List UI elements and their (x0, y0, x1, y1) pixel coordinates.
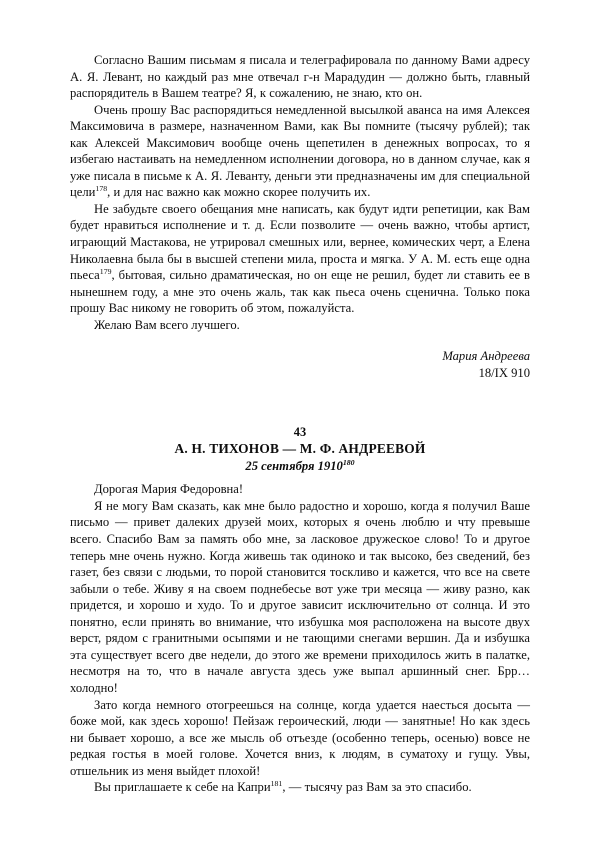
footnote-ref-180[interactable]: 180 (342, 458, 355, 468)
letter-one-closing: Желаю Вам всего лучшего. (94, 317, 240, 332)
letter-two-paragraph-2: Зато когда немного отогреешься на солнце, когда удается наесться досыта — боже мой, как здесь хорошо! Пейзаж героический, люди — занятные! Но как здесь ни бывает хорошо, а все же мысль об отъезде (особенно теперь, осенью) вовсе не редкая гостья в моей голове. Хочется вниз, к людям, в суматоху и гущу. Увы, отшельник из меня выйдет плохой! (70, 697, 530, 778)
letter-one-signature-block (70, 348, 530, 381)
paragraph-2-tail: , и для нас важно как можно скорее получить их. (107, 185, 371, 200)
paragraph-3-text: Не забудьте своего обещания мне написать, как будут идти репетиции, как Вам будет нравиться исполнение и т. д. Если позволите — очень важно, чтобы артист, играющий Мастакова, не утрировал смешных или, вернее, комических черт, а Елена Николаевна была бы в высшей степени мила, проста и мягка. У А. М. есть еще одна пьеса (70, 201, 530, 283)
page-content (70, 52, 530, 796)
signature-name: Мария Андреева (442, 349, 530, 364)
letter-two-heading (70, 425, 530, 475)
letter-two-paragraph-3-text: Вы приглашаете к себе на Капри (94, 780, 271, 795)
letter-two-paragraph-1: Я не могу Вам сказать, как мне было радостно и хорошо, когда я получил Ваше письмо — привет далеких друзей моих, которых я очень люблю и чту превыше всего. Спасибо Вам за память обо мне, за ласковое дружеское слово! То и другое теперь мне очень нужно. Когда живешь так одиноко и так высоко, без сведений, без газет, без связи с людьми, то порой становится тоскливо и кажется, что все на свете забыли о тебе. Живу я на своем поднебесье вот уже три месяца — живу разно, как придется, и хорошо и худо. То и другое зависит исключительно от солнца. И это понятно, если принять во внимание, что избушка моя расположена на высоте двух верст, рядом с гранитными осыпями и не тающими снегами вершин. Да и избушка эта существует всего две недели, до этого же времени приходилось жить в палатке, несмотря на то, что в начале августа здесь уже выпал аршинный снег. Брр… холодно! (70, 498, 530, 695)
letter-one-paragraph-2 (70, 102, 530, 201)
letter-two-paragraph-3 (70, 779, 530, 796)
letter-date-text: 25 сентября 1910 (245, 459, 343, 474)
letter-correspondents: А. Н. ТИХОНОВ — М. Ф. АНДРЕЕВОЙ (174, 441, 426, 457)
footnote-ref-179[interactable]: 179 (99, 266, 112, 276)
letter-one-paragraph-1: Согласно Вашим письмам я писала и телеграфировала по данному Вами адресу А. Я. Левант, но каждый раз мне отвечал г-н Марадудин — должно быть, главный распорядитель в Вашем театре? Я, к сожалению, не знаю, кто он. (70, 53, 530, 101)
letter-one-paragraph-3 (70, 201, 530, 317)
paragraph-3-tail: , бытовая, сильно драматическая, но он еще не решил, будет ли ставить ее в нынешнем году, а мне это очень жаль, так как пьеса очень сценична. Только пока прошу Вас никому не говорить об этом, пожалуйста. (70, 268, 530, 316)
footnote-ref-181[interactable]: 181 (270, 779, 283, 789)
footnote-ref-178[interactable]: 178 (95, 184, 108, 194)
letter-two-salutation: Дорогая Мария Федоровна! (94, 482, 244, 497)
letter-number: 43 (293, 425, 307, 440)
paragraph-2-text: Очень прошу Вас распорядиться немедленной высылкой аванса на имя Алексея Максимовича в размере, назначенном Вами, как Вы помните (тысячу рублей); так как Алексей Максимович вообще очень щепетилен в денежных вопросах, то я избегаю настаивать на немедленном исполнении договора, но в данном случае, как я уже писала в письме к А. Я. Леванту, деньги эти предназначены им для специальной цели (70, 102, 530, 200)
signature-date: 18/IX 910 (478, 365, 530, 380)
letter-two-paragraph-3-tail: , — тысячу раз Вам за это спасибо. (282, 780, 472, 795)
letter-date (70, 458, 530, 475)
